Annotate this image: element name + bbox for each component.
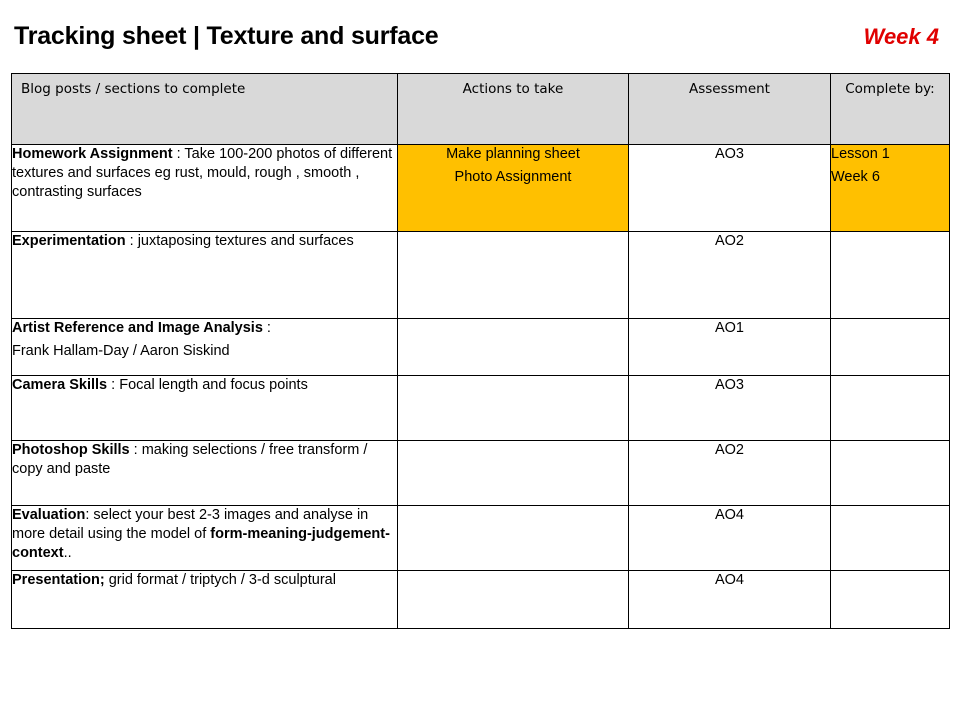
complete-by-cell xyxy=(831,145,950,232)
actions-cell xyxy=(398,376,629,441)
task-title: Homework Assignment xyxy=(12,146,173,162)
assessment-cell: AO2 xyxy=(629,441,831,506)
task-artists: Frank Hallam-Day / Aaron Siskind xyxy=(12,343,230,359)
action-item: Make planning sheet xyxy=(446,146,580,162)
actions-cell xyxy=(398,145,629,232)
week-label: Week 4 xyxy=(863,24,939,49)
task-description: : Focal length and focus points xyxy=(107,377,308,393)
task-description: : juxtaposing textures and surfaces xyxy=(125,233,354,249)
task-description: grid format / triptych / 3-d sculptural xyxy=(104,572,336,588)
assessment-cell: AO1 xyxy=(629,319,831,376)
task-title: Presentation; xyxy=(12,572,105,588)
assessment-cell: AO3 xyxy=(629,376,831,441)
table-row xyxy=(12,319,950,376)
task-model-name: form-meaning-judgement-context xyxy=(12,526,390,561)
task-title: Photoshop Skills xyxy=(12,442,130,458)
column-header-actions: Actions to take xyxy=(398,74,629,145)
task-cell xyxy=(12,232,398,319)
complete-by-item: Week 6 xyxy=(831,169,880,185)
complete-by-cell xyxy=(831,376,950,441)
table-row xyxy=(12,145,950,232)
actions-cell xyxy=(398,319,629,376)
task-title: Artist Reference and Image Analysis xyxy=(12,320,263,336)
task-description: : Take 100-200 photos of different textures and surfaces eg rust, mould, rough , smooth , contrasting surfaces xyxy=(12,146,393,200)
task-cell xyxy=(12,441,398,506)
complete-by-cell xyxy=(831,441,950,506)
column-header-assessment: Assessment xyxy=(629,74,831,145)
table-row xyxy=(12,506,950,571)
actions-cell xyxy=(398,232,629,319)
task-cell xyxy=(12,319,398,376)
complete-by-cell xyxy=(831,319,950,376)
table-row xyxy=(12,232,950,319)
assessment-cell: AO4 xyxy=(629,506,831,571)
task-title: Camera Skills xyxy=(12,377,108,393)
page-title: Tracking sheet | Texture and surface xyxy=(14,22,439,50)
task-title: Experimentation xyxy=(12,233,126,249)
task-description: : making selections / free transform / copy and paste xyxy=(12,442,368,477)
column-header-blog-posts: Blog posts / sections to complete xyxy=(12,74,398,145)
tracking-table xyxy=(11,73,950,629)
actions-cell xyxy=(398,441,629,506)
task-description: : select your best 2-3 images and analyse in more detail using the model of xyxy=(12,507,369,542)
task-description: : xyxy=(262,320,271,336)
table-header-row xyxy=(12,74,950,145)
actions-cell xyxy=(398,506,629,571)
task-tail: .. xyxy=(63,545,72,561)
assessment-cell: AO4 xyxy=(629,571,831,629)
column-header-complete-by: Complete by: xyxy=(831,74,950,145)
table-row xyxy=(12,571,950,629)
complete-by-item: Lesson 1 xyxy=(831,146,890,162)
actions-cell xyxy=(398,571,629,629)
table-row xyxy=(12,441,950,506)
complete-by-cell xyxy=(831,506,950,571)
task-title: Evaluation xyxy=(12,507,86,523)
task-cell xyxy=(12,506,398,571)
assessment-cell: AO2 xyxy=(629,232,831,319)
action-item: Photo Assignment xyxy=(454,169,572,185)
task-cell xyxy=(12,376,398,441)
complete-by-cell xyxy=(831,571,950,629)
complete-by-cell xyxy=(831,232,950,319)
table-row xyxy=(12,376,950,441)
task-cell xyxy=(12,571,398,629)
assessment-cell: AO3 xyxy=(629,145,831,232)
task-cell xyxy=(12,145,398,232)
